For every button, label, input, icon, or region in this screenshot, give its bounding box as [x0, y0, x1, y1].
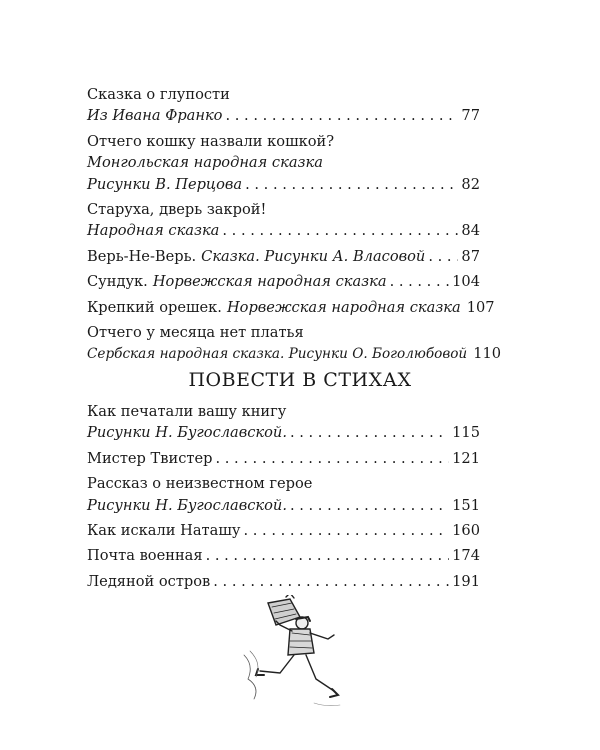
leader-dots [215, 448, 449, 469]
leader-dots [206, 545, 450, 566]
toc-entry[interactable] [87, 571, 480, 592]
leader-dots [243, 520, 449, 541]
entry-title: Старуха, дверь закрой! [87, 201, 267, 219]
toc-list-fairy-tales [87, 84, 502, 366]
entry-title: Рассказ о неизвестном герое [87, 475, 313, 493]
entry-title: Верь-Не-Верь. [87, 247, 197, 265]
toc-entry[interactable] [87, 131, 480, 195]
entry-illustrator: Рисунки Н. Бугославской. [87, 496, 287, 514]
entry-subtitle: Сказка. Рисунки А. Власовой [201, 247, 426, 265]
page-number: 84 [461, 222, 480, 240]
entry-title: Сундук. [87, 273, 148, 291]
entry-subtitle: Норвежская народная сказка [226, 298, 461, 316]
toc-entry[interactable] [87, 297, 495, 318]
running-man-with-bag-icon [230, 595, 370, 715]
entry-title: Ледяной остров [87, 572, 211, 590]
entry-title: Как искали Наташу [87, 522, 241, 540]
entry-subtitle: Народная сказка [87, 222, 220, 240]
leader-dots [290, 422, 449, 443]
entry-title: Как печатали вашу книгу [87, 403, 287, 420]
toc-entry[interactable] [87, 448, 480, 469]
leader-dots [290, 495, 449, 516]
leader-dots [213, 571, 449, 592]
entry-illustrator: Рисунки Н. Бугославской. [87, 424, 287, 442]
page-number: 107 [466, 298, 495, 316]
entry-title: Отчего кошку назвали кошкой? [87, 132, 335, 150]
toc-entry[interactable] [87, 199, 480, 242]
page-number: 82 [461, 175, 480, 193]
page-number: 110 [473, 345, 502, 363]
toc-entry[interactable] [87, 246, 480, 267]
section-title: ПОВЕСТИ В СТИХАХ [188, 369, 412, 391]
leader-dots [245, 174, 458, 195]
entry-subtitle: Сербская народная сказка. Рисунки О. Боголюбовой [87, 346, 468, 363]
leader-dots [222, 220, 458, 241]
toc-entry[interactable] [87, 520, 480, 541]
toc-entry[interactable] [87, 84, 480, 127]
toc-entry[interactable] [87, 401, 480, 444]
entry-subtitle: Норвежская народная сказка [152, 273, 387, 291]
page-number: 160 [452, 522, 480, 540]
toc-entry[interactable] [87, 473, 480, 516]
page-number: 174 [452, 547, 480, 565]
page-number: 191 [452, 572, 480, 590]
leader-dots [390, 271, 450, 292]
entry-subtitle: Из Ивана Франко [87, 107, 223, 125]
entry-title: Мистер Твистер [87, 449, 213, 467]
entry-subtitle: Монгольская народная сказка [87, 154, 323, 172]
page-number: 151 [452, 496, 480, 514]
entry-title: Крепкий орешек. [87, 298, 222, 316]
page-number: 104 [452, 273, 480, 291]
toc-entry[interactable] [87, 322, 502, 366]
entry-title: Отчего у месяца нет платья [87, 324, 304, 342]
entry-title: Почта военная [87, 547, 203, 565]
toc-entry[interactable] [87, 545, 480, 566]
leader-dots [428, 246, 458, 267]
toc-list-verse-tales [87, 401, 480, 592]
page-number: 77 [461, 107, 480, 125]
entry-title: Сказка о глупости [87, 86, 230, 103]
page-number: 115 [452, 424, 480, 442]
page-number: 121 [452, 449, 480, 467]
toc-entry[interactable] [87, 271, 480, 292]
page-number: 87 [461, 247, 480, 265]
leader-dots [225, 105, 458, 126]
entry-illustrator: Рисунки В. Перцова [87, 175, 243, 193]
